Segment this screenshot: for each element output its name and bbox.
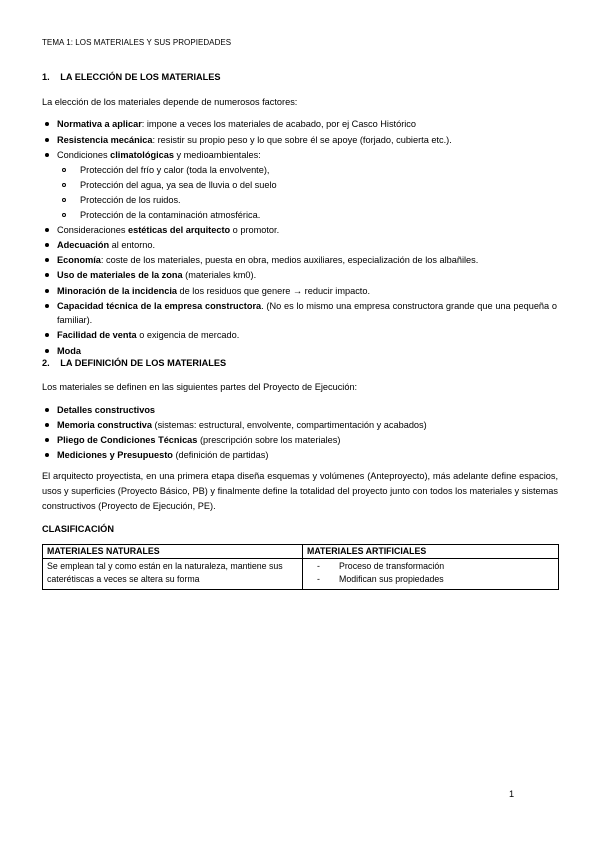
list-item [57,418,427,432]
item-bold-text: estéticas del arquitecto [128,225,231,235]
document-header: TEMA 1: LOS MATERIALES Y SUS PROPIEDADES [42,38,232,47]
item-bold-text: Memoria constructiva [57,420,152,430]
item-bold-text: climatológicas [110,150,174,160]
section2-heading [42,358,226,368]
item-text: o exigencia de mercado. [136,330,240,340]
item-bold-text: Resistencia mecánica [57,135,153,145]
list-item [57,148,261,162]
item-text: al entorno. [109,240,156,250]
clasificacion-title: CLASIFICACIÓN [42,524,114,534]
item-bold-text: Pliego de Condiciones Técnicas [57,435,198,445]
list-item [57,253,478,267]
item-bold-text: Mediciones y Presupuesto [57,450,173,460]
naturales-description: Se emplean tal y como están en la naturaleza, mantiene sus caterétiscas a veces se altera su forma [43,559,303,590]
sub-list-item: Protección del frío y calor (toda la envolvente), [80,165,270,175]
list-item [57,284,370,298]
circle-bullet-icon [62,183,66,187]
bullet-icon [45,349,49,353]
list-item [57,448,268,462]
item-bold-text: Adecuación [57,240,110,250]
section2-paragraph: El arquitecto proyectista, en una primera etapa diseña esquemas y volúmenes (Anteproyecto), más adelante define espacios, usos y superficies (Proyecto Básico, PB) y finalmente define la totalidad del proyecto junto con todos los materiales y sistemas constructivos (Proyecto de Ejecución, PE). [42,471,558,511]
item-text: de los residuos que genere → reducir impacto. [176,286,371,296]
sub-list-item: Protección del agua, ya sea de lluvia o del suelo [80,180,277,190]
item-text: . (No es lo mismo una empresa constructora grande que una pequeña o familiar). [57,301,557,325]
section1-heading [42,72,221,82]
bullet-icon [45,243,49,247]
list-item [57,238,155,252]
item-bold-text: Capacidad técnica de la empresa constructora [57,301,262,311]
list-item [57,268,256,282]
list-item: - Modifican sus propiedades [307,573,554,586]
circle-bullet-icon [62,213,66,217]
item-text: : impone a veces los materiales de acabado, por ej Casco Histórico [141,119,417,129]
item-text: y medioambientales: [173,150,261,160]
col-header-artificiales: MATERIALES ARTIFICIALES [303,545,559,559]
bullet-icon [45,408,49,412]
item-text: Condiciones [57,150,111,160]
list-item [57,433,340,447]
table-header-row [43,545,559,559]
list-item [57,403,155,417]
item-bold-text: Uso de materiales de la zona [57,270,183,280]
section1-intro: La elección de los materiales depende de numerosos factores: [42,97,298,107]
bullet-icon [45,122,49,126]
section2-number: 2. [42,358,50,368]
bullet-icon [45,228,49,232]
list-item [57,328,239,342]
list-item: - Proceso de transformación [307,560,554,573]
circle-bullet-icon [62,198,66,202]
list-item [57,344,81,358]
sub-list-item: Protección de la contaminación atmosférica. [80,210,261,220]
bullet-icon [45,453,49,457]
item-text: : coste de los materiales, puesta en obra, medios auxiliares, especialización de los albañiles. [100,255,479,265]
list-item [57,223,279,237]
item-text: o promotor. [230,225,280,235]
bullet-icon [45,423,49,427]
item-text: (definición de partidas) [172,450,269,460]
bullet-icon [45,438,49,442]
list-item [57,299,557,327]
item-text: : resistir su propio peso y lo que sobre él se apoye (forjado, cubierta etc.). [152,135,452,145]
item-bold-text: Detalles constructivos [57,405,156,415]
item-bold-text: Minoración de la incidencia [57,286,177,296]
bullet-icon [45,289,49,293]
bullet-icon [45,258,49,262]
col-header-naturales: MATERIALES NATURALES [43,545,303,559]
artificiales-list [303,559,559,590]
item-bold-text: Economía [57,255,101,265]
section1-title: LA ELECCIÓN DE LOS MATERIALES [60,72,221,82]
table-row [43,559,559,590]
clasificacion-table [42,544,559,590]
bullet-icon [45,138,49,142]
bullet-icon [45,153,49,157]
circle-bullet-icon [62,168,66,172]
bullet-icon [45,273,49,277]
section2-title: LA DEFINICIÓN DE LOS MATERIALES [60,358,227,368]
list-item [57,133,452,147]
item-bold-text: Facilidad de venta [57,330,137,340]
item-text: (sistemas: estructural, envolvente, compartimentación y acabados) [151,420,427,430]
item-bold-text: Moda [57,346,81,356]
page-number: 1 [509,789,515,799]
section2-intro: Los materiales se definen en las siguientes partes del Proyecto de Ejecución: [42,382,358,392]
sub-list-item: Protección de los ruidos. [80,195,181,205]
item-text: (materiales km0). [182,270,257,280]
section1-number: 1. [42,72,50,82]
item-text: Consideraciones [57,225,128,235]
bullet-icon [45,304,49,308]
item-text: (prescripción sobre los materiales) [197,435,341,445]
item-bold-text: Normativa a aplicar [57,119,142,129]
list-item [57,117,416,131]
bullet-icon [45,333,49,337]
